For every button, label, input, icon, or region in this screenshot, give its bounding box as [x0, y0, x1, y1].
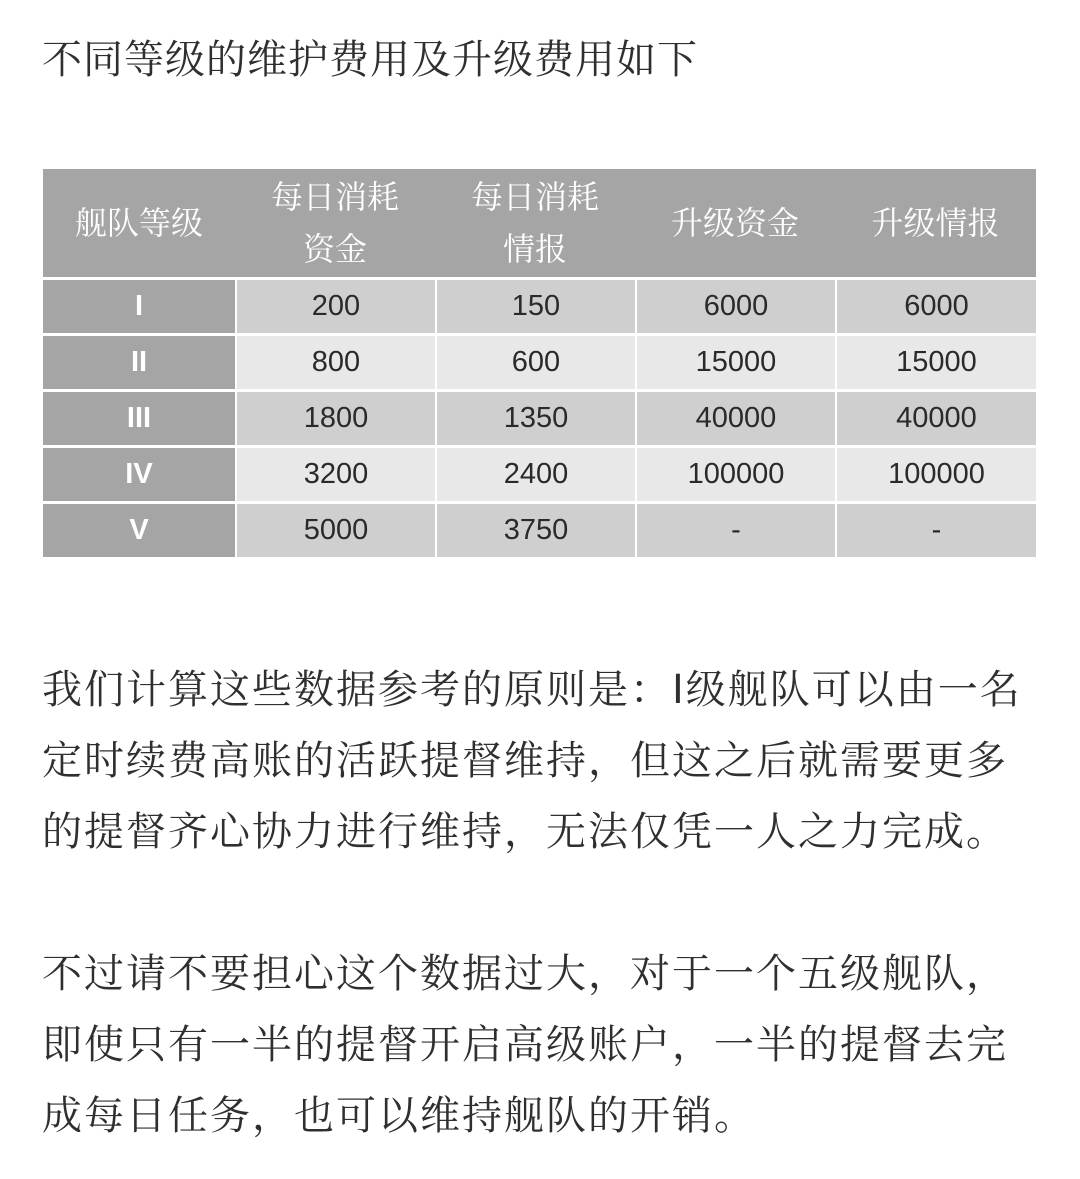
header-fleet-level: 舰队等级: [43, 169, 235, 280]
header-upgrade-intel: 升级情报: [835, 169, 1036, 280]
daily-intel-cell: 3750: [435, 504, 635, 560]
header-daily-funds-text: 每日消耗资金: [270, 178, 399, 268]
fleet-level-cell: V: [43, 504, 235, 560]
table-row: [43, 392, 1036, 448]
upgrade-intel-cell: 100000: [835, 448, 1036, 504]
upgrade-funds-cell: -: [635, 504, 835, 560]
upgrade-funds-cell: 40000: [635, 392, 835, 448]
daily-funds-cell: 800: [235, 336, 435, 392]
daily-funds-cell: 5000: [235, 504, 435, 560]
header-upgrade-funds: 升级资金: [635, 169, 835, 280]
reassurance-paragraph: 不过请不要担心这个数据过大，对于一个五级舰队，即使只有一半的提督开启高级账户，一半的提督去完成每日任务，也可以维持舰队的开销。: [42, 951, 1008, 1139]
daily-intel-cell: 150: [435, 280, 635, 336]
table-row: [43, 504, 1036, 560]
principle-paragraph: 我们计算这些数据参考的原则是：I级舰队可以由一名定时续费高账的活跃提督维持，但这之后就需要更多的提督齐心协力进行维持，无法仅凭一人之力完成。: [42, 667, 1022, 855]
header-daily-funds: [235, 169, 435, 280]
upgrade-intel-cell: 40000: [835, 392, 1036, 448]
daily-intel-cell: 1350: [435, 392, 635, 448]
header-daily-intel: [435, 169, 635, 280]
daily-intel-cell: 600: [435, 336, 635, 392]
header-daily-intel-text: 每日消耗情报: [470, 178, 599, 268]
table-row: [43, 336, 1036, 392]
daily-funds-cell: 1800: [235, 392, 435, 448]
upgrade-intel-cell: 15000: [835, 336, 1036, 392]
fleet-level-cell: IV: [43, 448, 235, 504]
page-heading: 不同等级的维护费用及升级费用如下: [42, 37, 698, 83]
upgrade-intel-cell: 6000: [835, 280, 1036, 336]
fleet-level-cell: II: [43, 336, 235, 392]
upgrade-funds-cell: 6000: [635, 280, 835, 336]
daily-intel-cell: 2400: [435, 448, 635, 504]
fleet-level-cell: I: [43, 280, 235, 336]
daily-funds-cell: 200: [235, 280, 435, 336]
table-row: [43, 448, 1036, 504]
upgrade-funds-cell: 100000: [635, 448, 835, 504]
upgrade-intel-cell: -: [835, 504, 1036, 560]
fleet-fee-table: [43, 169, 1036, 560]
table-header-row: [43, 169, 1036, 280]
table-row: [43, 280, 1036, 336]
upgrade-funds-cell: 15000: [635, 336, 835, 392]
daily-funds-cell: 3200: [235, 448, 435, 504]
fleet-level-cell: III: [43, 392, 235, 448]
